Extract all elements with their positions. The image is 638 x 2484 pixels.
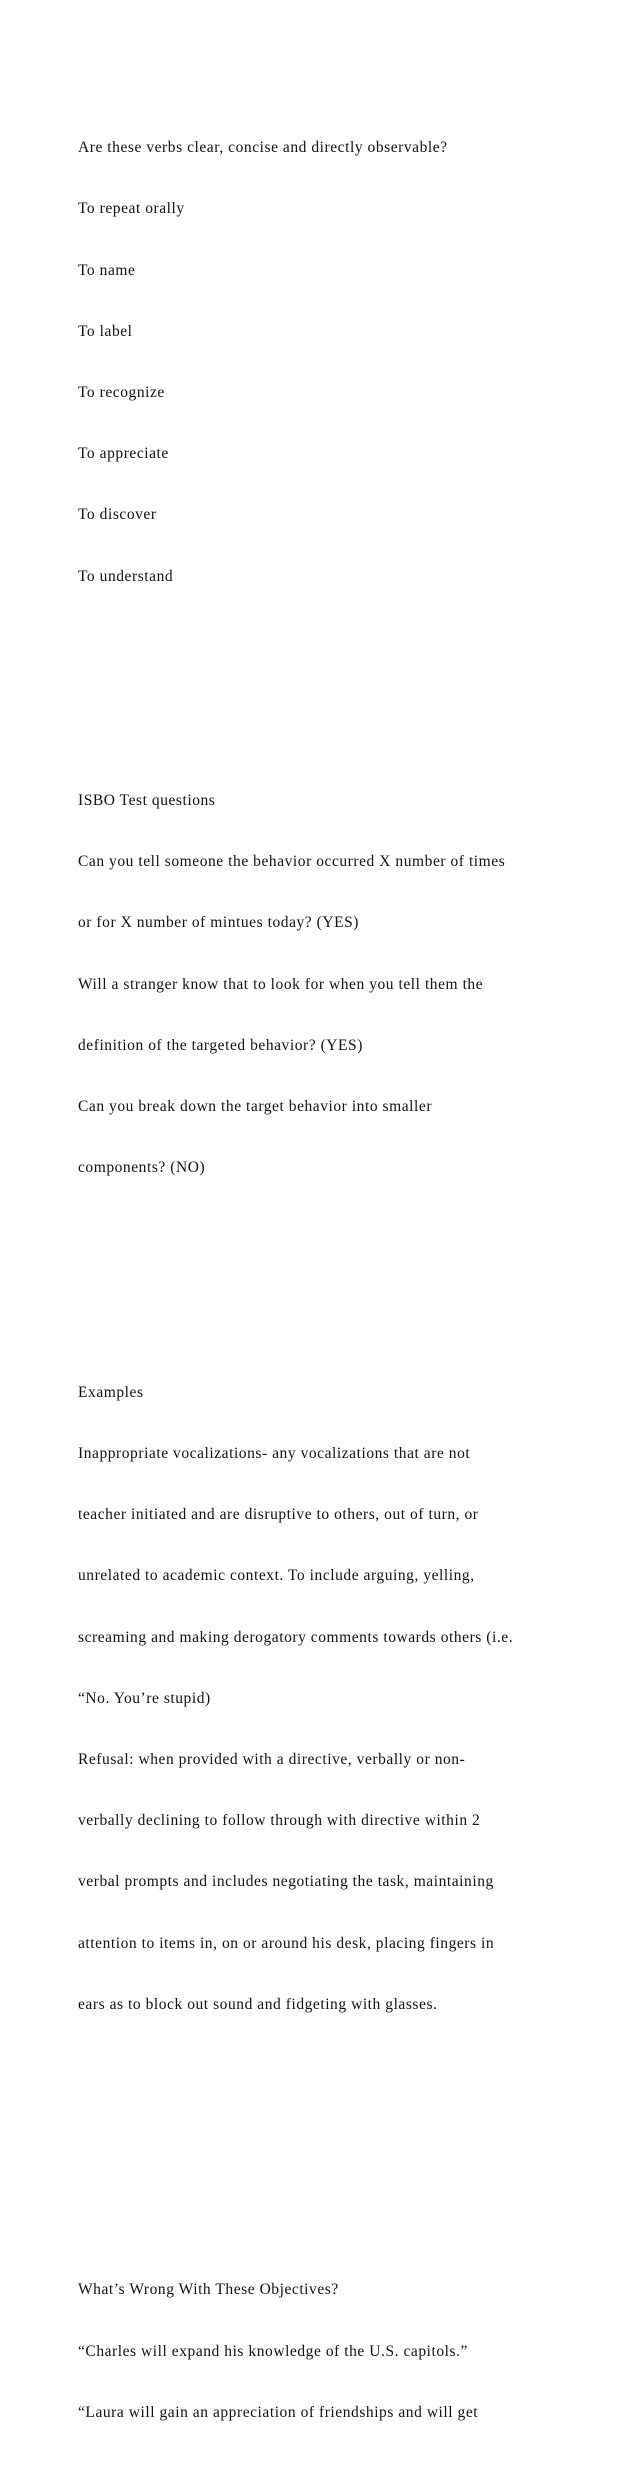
examples-line: verbal prompts and includes negotiating the task, maintaining — [78, 1873, 494, 1891]
examples-line: teacher initiated and are disruptive to others, out of turn, or — [78, 1506, 479, 1524]
verb-item: To appreciate — [78, 445, 169, 463]
paragraph-gap — [78, 2076, 618, 2096]
examples-line: “No. You’re stupid) — [78, 1689, 211, 1707]
objectives-heading: What’s Wrong With These Objectives? — [78, 2281, 339, 2299]
verb-item: To discover — [78, 506, 157, 524]
objectives-line: “Charles will expand his knowledge of the U.S. capitols.” — [78, 2342, 468, 2360]
paragraph-gap — [78, 1240, 618, 1260]
isbo-line: Will a stranger know that to look for when you tell them the — [78, 975, 484, 993]
isbo-line: or for X number of mintues today? (YES) — [78, 914, 360, 932]
examples-line: ears as to block out sound and fidgeting with glasses. — [78, 1995, 438, 2013]
verb-item: To repeat orally — [78, 200, 185, 218]
verb-item: To understand — [78, 567, 174, 585]
paragraph-gap — [78, 648, 618, 668]
isbo-line: Can you tell someone the behavior occurred X number of times — [78, 853, 506, 871]
paragraph-gap — [78, 2138, 618, 2158]
isbo-heading: ISBO Test questions — [78, 792, 216, 810]
verb-item: To recognize — [78, 384, 165, 402]
examples-heading: Examples — [78, 1383, 144, 1401]
paragraph-gap — [78, 2199, 618, 2219]
isbo-line: definition of the targeted behavior? (YES) — [78, 1036, 363, 1054]
paragraph-gap — [78, 709, 618, 729]
isbo-line: components? (NO) — [78, 1159, 206, 1177]
examples-line: verbally declining to follow through with directive within 2 — [78, 1812, 481, 1830]
examples-line: unrelated to academic context. To include arguing, yelling, — [78, 1567, 475, 1585]
examples-line: attention to items in, on or around his desk, placing fingers in — [78, 1934, 495, 1952]
examples-line: Refusal: when provided with a directive, verbally or non- — [78, 1750, 466, 1768]
document-body — [78, 77, 618, 2484]
verbs-question: Are these verbs clear, concise and directly observable? — [78, 139, 448, 157]
paragraph-gap — [78, 1301, 618, 1321]
objectives-line: “Laura will gain an appreciation of friendships and will get — [78, 2403, 479, 2421]
isbo-line: Can you break down the target behavior into smaller — [78, 1098, 433, 1116]
examples-line: screaming and making derogatory comments towards others (i.e. — [78, 1628, 514, 1646]
examples-line: Inappropriate vocalizations- any vocalizations that are not — [78, 1444, 471, 1462]
verb-item: To label — [78, 322, 133, 340]
verb-item: To name — [78, 261, 136, 279]
